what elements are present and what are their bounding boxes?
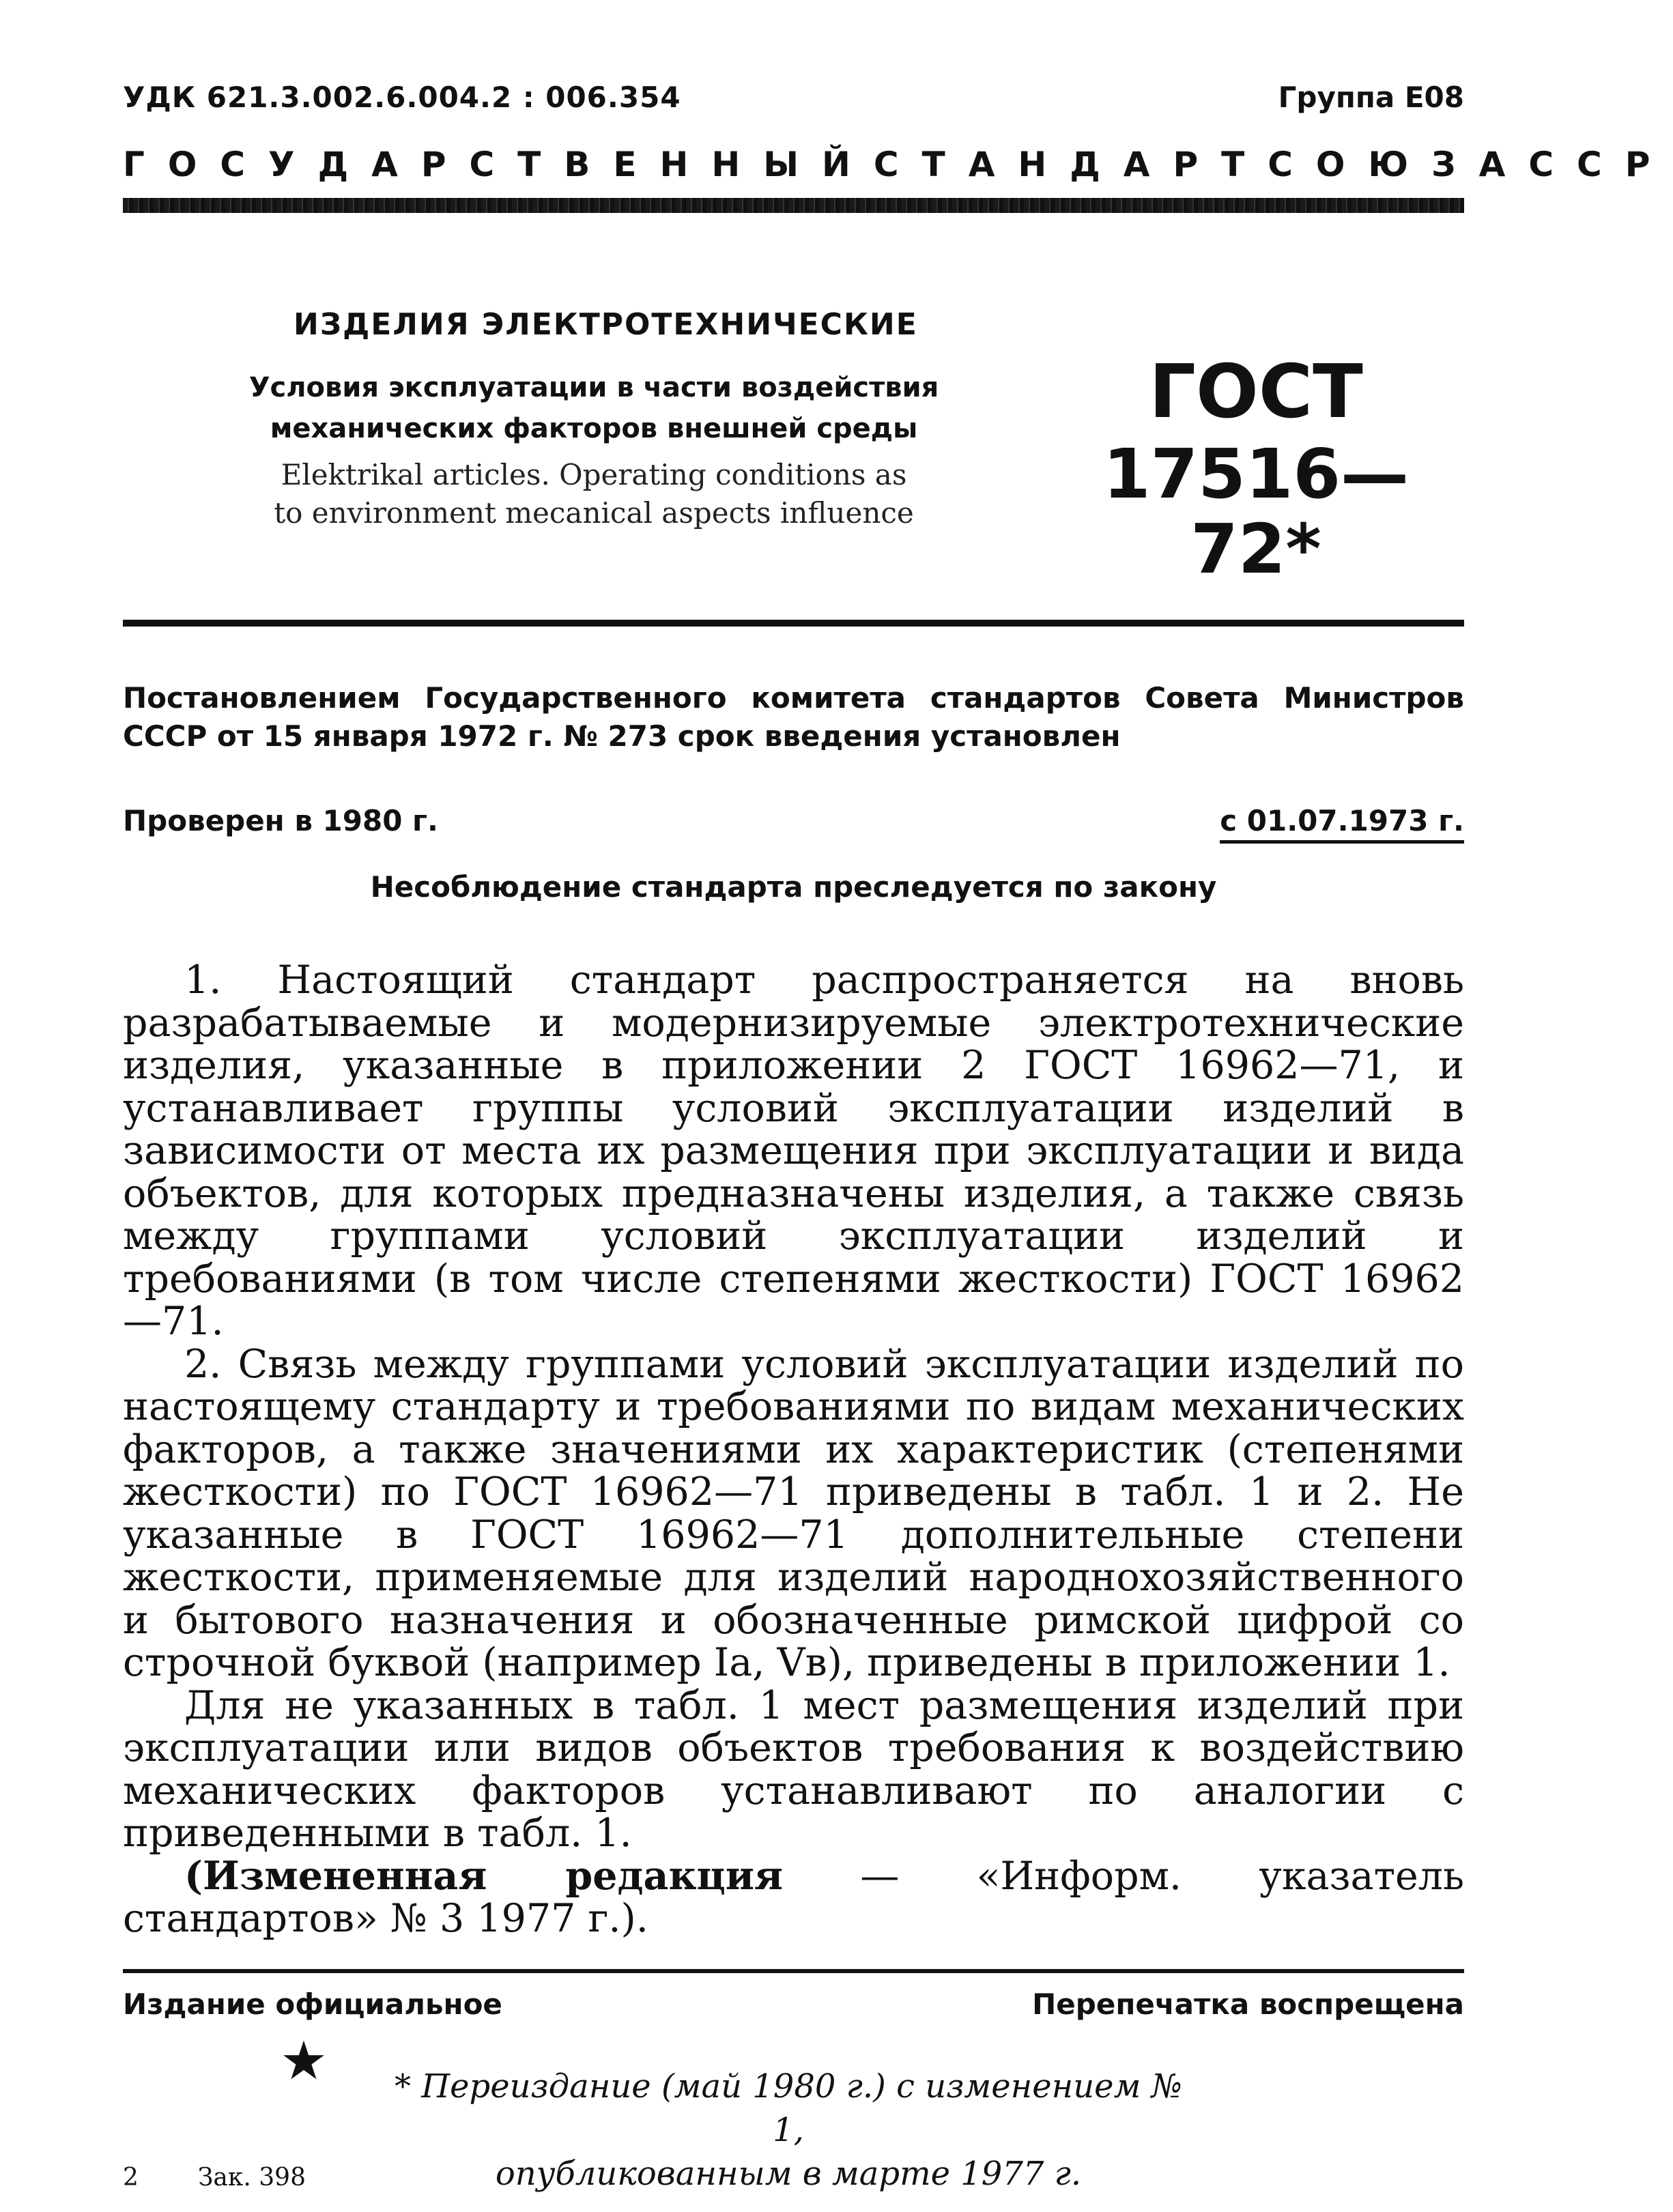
page-number: 2: [123, 2164, 139, 2192]
official-edition: Издание официальное: [123, 1987, 502, 2021]
reissue-line: опубликованным в марте 1977 г.: [495, 2155, 1082, 2193]
resolution-text: Постановлением Государственного комитета стандартов Совета Министров СССР от 15 января 1972 г. № 273 срок введения установлен: [123, 681, 1464, 753]
heading-word: СТАНДАРТ: [873, 145, 1268, 184]
paragraph: 1. Настоящий стандарт распространяется на вновь разрабатываемые и модернизируемые электротехнические изделия, указанные в приложении 2 ГОСТ 16962—71, и устанавливает группы условий эксплуатации изделий в зависимости от места их размещения при эксплуатации и вида объектов, для которых предназначены изделия, а также связь между группами условий эксплуатации изделий и требованиями (в том числе степенями жесткости) ГОСТ 16962—71.: [123, 958, 1464, 1344]
revision-label: (Измененная редакция: [184, 1852, 784, 1899]
subtitle: [232, 367, 956, 449]
english-title: [232, 456, 956, 532]
udk-code: УДК 621.3.002.6.004.2 : 006.354: [123, 81, 681, 114]
body-text: [123, 959, 1464, 1940]
revision-reference: — «Информ. указатель стандартов» № 3 1977 г.).: [123, 1853, 1465, 1941]
subtitle-line: механических факторов внешней среды: [270, 413, 918, 444]
group-code: Группа Е08: [1278, 81, 1464, 114]
gost-label: ГОСТ: [1149, 349, 1363, 435]
bottom-rule: [123, 1969, 1464, 1973]
state-standard-heading: [123, 145, 1673, 184]
gost-number: 17516—72*: [1103, 434, 1409, 589]
reissue-note: [382, 2065, 1195, 2196]
subtitle-line: Условия эксплуатации в части воздействия: [248, 372, 939, 403]
english-line: to environment mecanical aspects influence: [274, 496, 914, 530]
top-rule: [123, 198, 1464, 213]
heading-word: ГОСУДАРСТВЕННЫЙ: [123, 145, 874, 184]
paragraph: 2. Связь между группами условий эксплуатации изделий по настоящему стандарту и требованиями по видам механических факторов, а также значениями их характеристик (степенями жесткости) по ГОСТ 16962—71 приведены в табл. 1 и 2. Не указанные в ГОСТ 16962—71 дополнительные степени жесткости, применяемые для изделий народнохозяйственного и бытового назначения и обозначенные римской цифрой со строчной буквой (например Iа, Vв), приведены в приложении 1.: [123, 1341, 1464, 1685]
order-number: Зак. 398: [198, 2164, 306, 2192]
star-icon: ★: [280, 2030, 328, 2092]
heading-word: СОЮЗА: [1268, 145, 1529, 184]
reissue-line: * Переиздание (май 1980 г.) с изменением № 1,: [394, 2067, 1183, 2149]
checked-year: Проверен в 1980 г.: [123, 804, 438, 837]
non-observance-notice: Несоблюдение стандарта преследуется по закону: [370, 870, 1217, 904]
paragraph: [123, 1852, 1465, 1941]
effective-date: с 01.07.1973 г.: [1220, 804, 1464, 844]
middle-rule: [123, 620, 1464, 627]
paragraph: Для не указанных в табл. 1 мест размещения изделий при эксплуатации или видов объектов требования к воздействию механических факторов устанавливают по аналогии с приведенными в табл. 1.: [123, 1682, 1464, 1856]
product-title: ИЗДЕЛИЯ ЭЛЕКТРОТЕХНИЧЕСКИЕ: [294, 307, 918, 342]
english-line: Elektrikal articles. Operating conditions as: [281, 458, 907, 491]
reprint-prohibited: Перепечатка воспрещена: [1032, 1987, 1464, 2021]
heading-word: ССР: [1528, 145, 1673, 184]
